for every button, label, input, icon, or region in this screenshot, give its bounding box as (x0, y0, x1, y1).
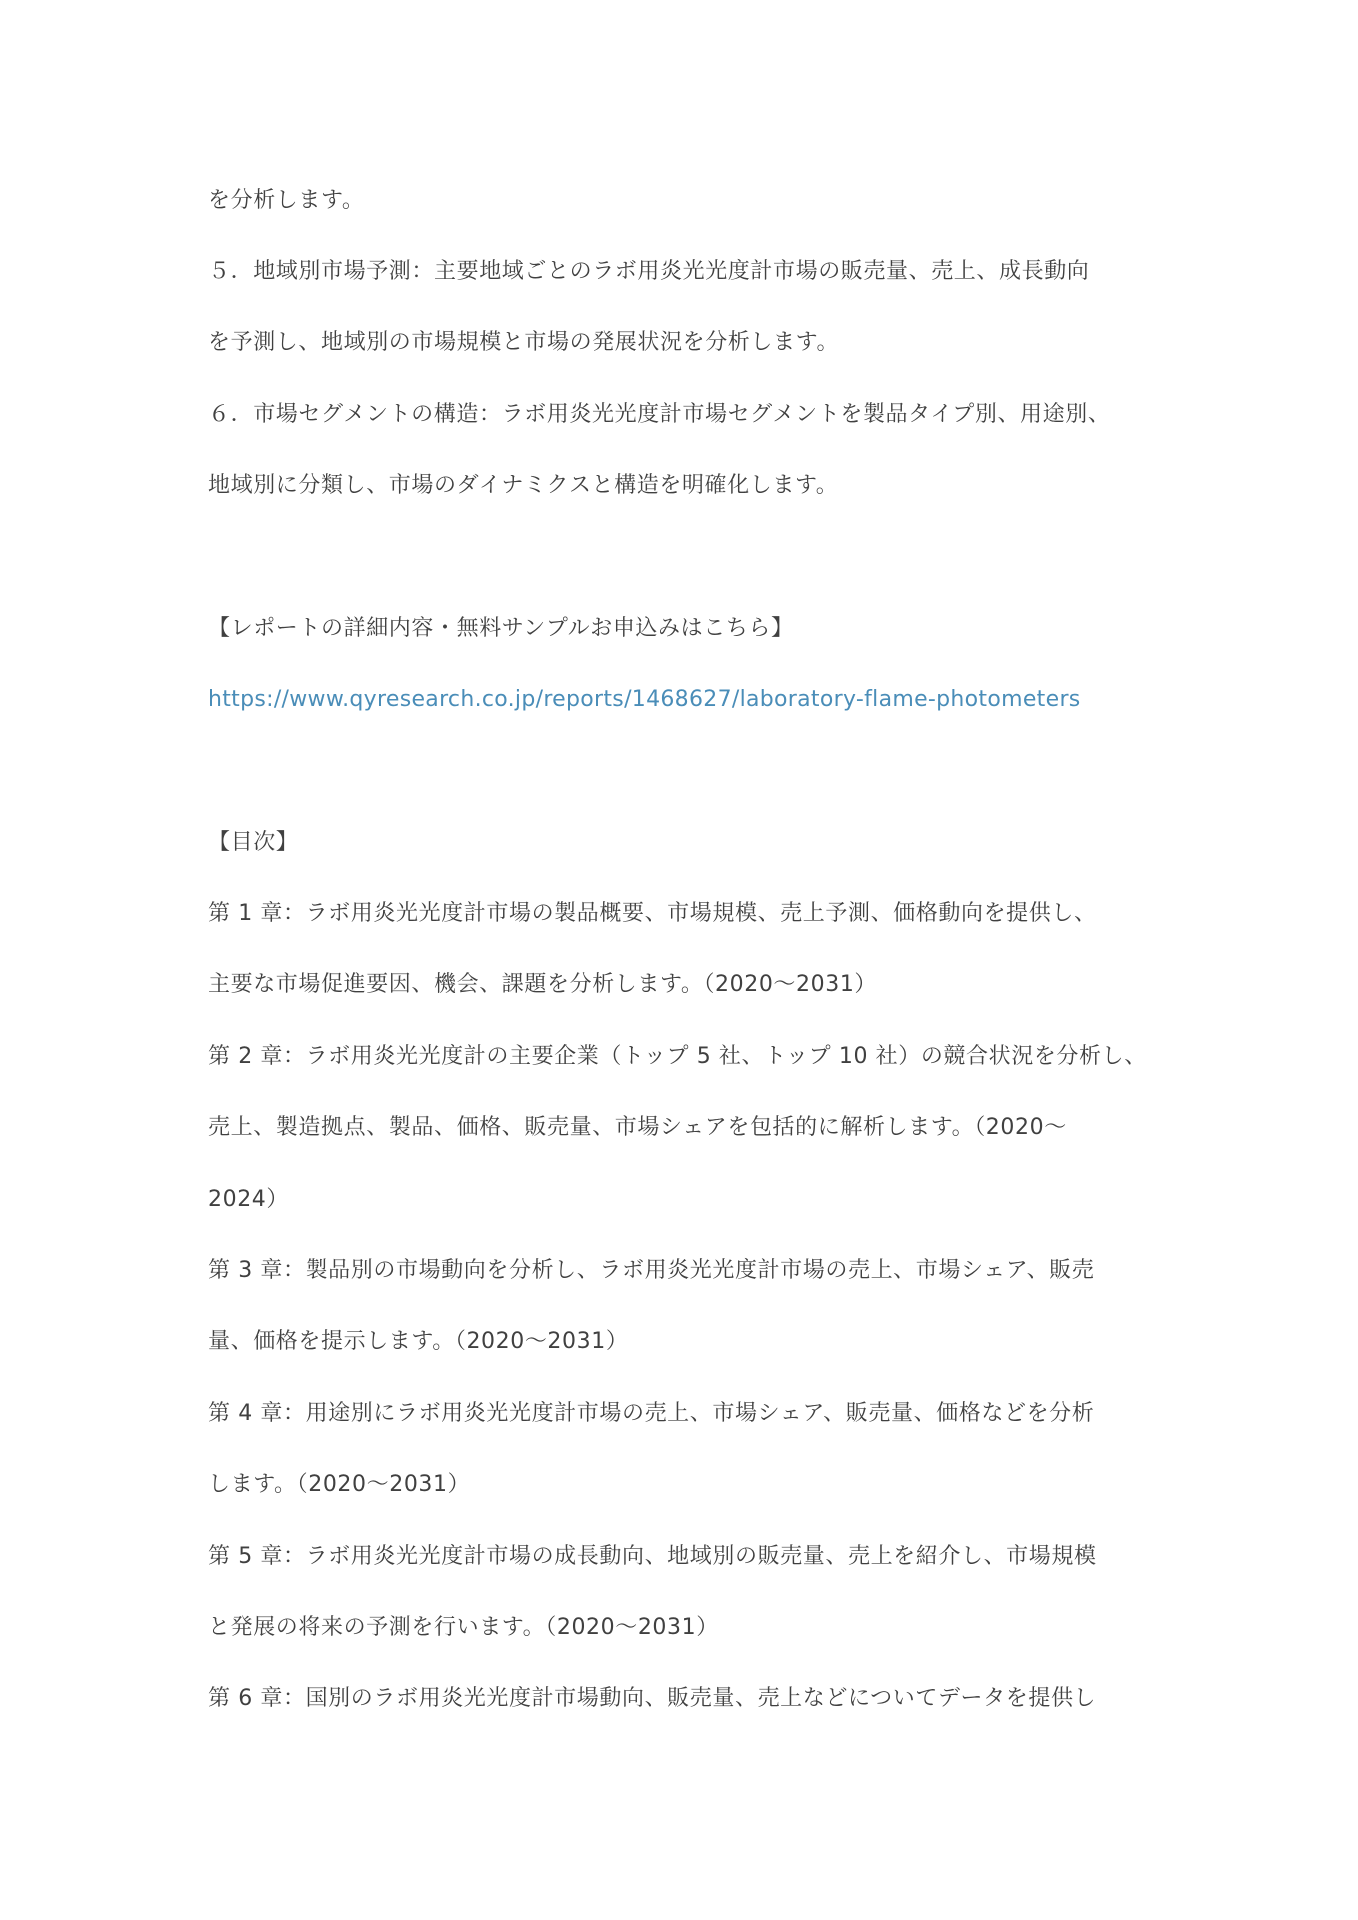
toc-line: 主要な市場促進要因、機会、課題を分析します。（2020～2031） (208, 972, 878, 997)
toc-line: と発展の将来の予測を行います。（2020～2031） (208, 1615, 719, 1640)
toc-heading: 【目次】 (208, 830, 299, 855)
report-url-link[interactable]: https://www.qyresearch.co.jp/reports/1468627/laboratory-flame-photometers (208, 687, 1081, 712)
paragraph-6-line-1: ６．市場セグメントの構造：ラボ用炎光光度計市場セグメントを製品タイプ別、用途別、 (208, 402, 1111, 427)
paragraph-4-tail: を分析します。 (208, 188, 365, 213)
paragraph-5-line-1: ５．地域別市場予測：主要地域ごとのラボ用炎光光度計市場の販売量、売上、成長動向 (208, 259, 1090, 284)
toc-line: します。（2020～2031） (208, 1472, 471, 1497)
toc-line: 2024） (208, 1187, 289, 1212)
report-detail-heading: 【レポートの詳細内容・無料サンプルお申込みはこちら】 (208, 616, 794, 641)
toc-line: 第 1 章：ラボ用炎光光度計市場の製品概要、市場規模、売上予測、価格動向を提供し、 (208, 901, 1097, 926)
toc-line: 第 2 章：ラボ用炎光光度計の主要企業（トップ 5 社、トップ 10 社）の競合状況を分析し、 (208, 1044, 1147, 1069)
paragraph-5-line-2: を予測し、地域別の市場規模と市場の発展状況を分析します。 (208, 330, 840, 355)
toc-line: 第 5 章：ラボ用炎光光度計市場の成長動向、地域別の販売量、売上を紹介し、市場規模 (208, 1544, 1097, 1569)
toc-line: 第 4 章：用途別にラボ用炎光光度計市場の売上、市場シェア、販売量、価格などを分析 (208, 1401, 1095, 1426)
toc-line: 売上、製造拠点、製品、価格、販売量、市場シェアを包括的に解析します。（2020～ (208, 1115, 1067, 1140)
toc-line: 第 6 章：国別のラボ用炎光光度計市場動向、販売量、売上などについてデータを提供し (208, 1686, 1097, 1711)
toc-line: 量、価格を提示します。（2020～2031） (208, 1329, 629, 1354)
paragraph-6-line-2: 地域別に分類し、市場のダイナミクスと構造を明確化します。 (208, 473, 839, 498)
toc-line: 第 3 章：製品別の市場動向を分析し、ラボ用炎光光度計市場の売上、市場シェア、販売 (208, 1258, 1095, 1283)
